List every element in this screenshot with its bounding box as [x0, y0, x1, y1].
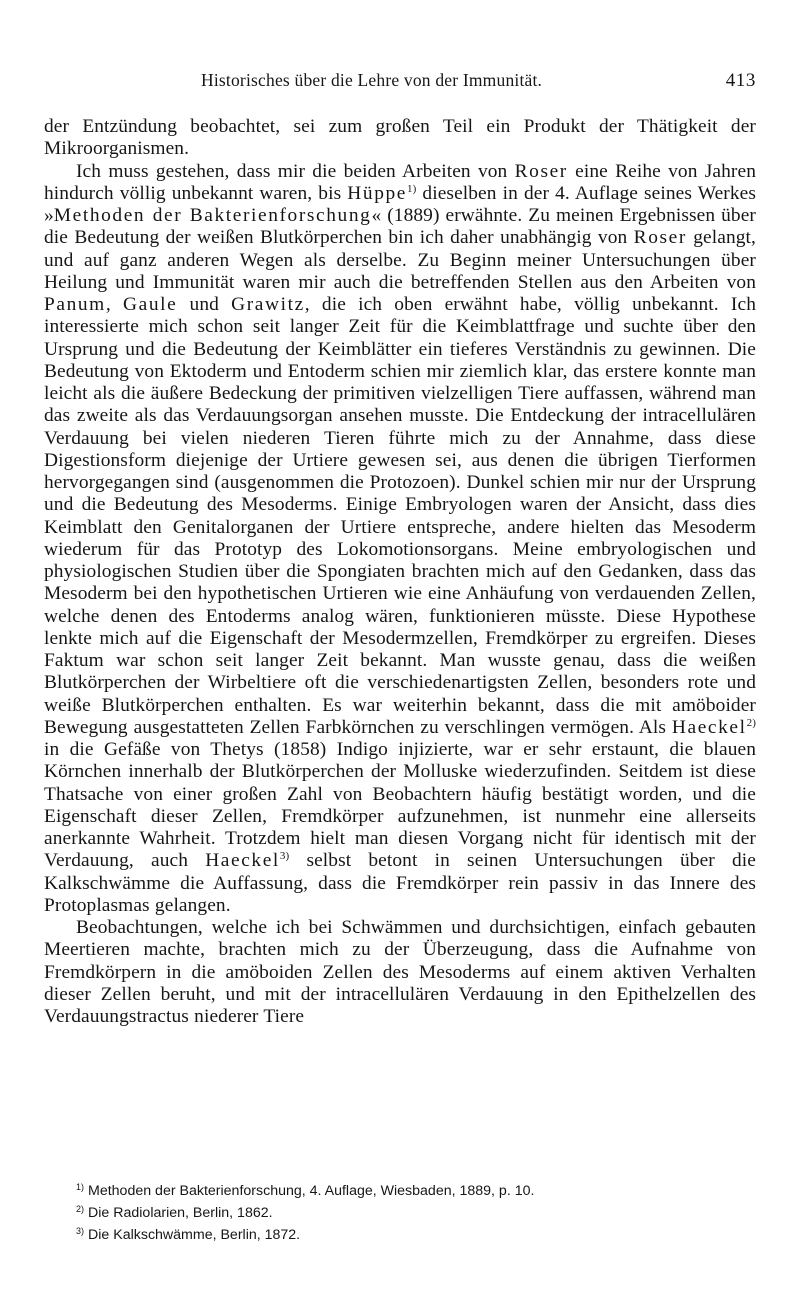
- text-run: Ich muss gestehen, dass mir die beiden Arbeiten von: [76, 160, 515, 182]
- footnote-text: Methoden der Bakterienforschung, 4. Auflage, Wiesbaden, 1889, p. 10.: [88, 1183, 535, 1199]
- author-name-roser: Roser: [514, 160, 568, 182]
- text-run: in die Gefäße von Thetys (1858) Indigo injizierte, war er sehr erstaunt, die blauen Körnchen innerhalb der Blutkörperchen der Molluske wiederzufinden. Seitdem ist diese Thatsache von einer großen Zahl von Beobachtern häufig bestätigt worden, und die Eigenschaft dieser Zellen, Fremdkörper aufzunehmen, ist nunmehr eine allerseits anerkannte Wahrheit. Trotzdem hielt man diesen Vorgang nicht für identisch mit der Verdauung, auch: [44, 739, 756, 872]
- author-name-haeckel: Haeckel: [671, 716, 747, 738]
- paragraph-3-text: Beobachtungen, welche ich bei Schwämmen und durchsichtigen, einfach gebauten Meertieren machte, brachten mich zu der Überzeugung, dass die Aufnahme von Fremdkörpern in die amöboiden Zellen des Mesoderms auf einem aktiven Verhalten dieser Zellen beruht, und mit der intracellulären Verdauung in den Epithelzellen des Verdauungstractus niederer Tiere: [44, 917, 756, 1027]
- footnote-ref-3: 3): [279, 850, 290, 863]
- footnote-2: [44, 1200, 756, 1222]
- paragraph-3: [44, 917, 756, 1028]
- text-run: « (1889) erwähnte. Zu meinen Ergebnissen über die Bedeutung der weißen Blutkörperchen bin ich daher unabhängig von: [44, 205, 756, 249]
- text-run: , die ich oben erwähnt habe, völlig unbekannt. Ich interessierte mich schon seit langer Zeit für die Keimblattfrage und suchte über den Ursprung und die Bedeutung der Keimblätter ein tieferes Verständnis zu gewinnen. Die Bedeutung von Ektoderm und Entoderm schien mir ziemlich klar, das erstere konnte man leicht als die äußere Bedeckung der primitiven vielzelligen Tiere auffassen, während man das zweite als das Verdauungsorgan ansehen musste. Die Entdeckung der intracellulären Verdauung bei vielen niederen Tieren führte mich zu der Annahme, dass diese Digestionsform diejenige der Urtiere gewesen sei, aus denen die übrigen Tierformen hervorgegangen sind (ausgenommen die Protozoen). Dunkel schien mir nur der Ursprung und die Bedeutung des Mesoderms. Einige Embryologen waren der Ansicht, dass dies Keimblatt den Genitalorganen der Urtiere entspreche, andere hielten das Mesoderm wiederum für das Prototyp des Lokomotionsorgans. Meine embryologischen und physiologischen Studien über die Spongiaten brachten mich auf den Gedanken, dass das Mesoderm bei den hypothetischen Urtieren wie eine Anhäufung von verdauenden Zellen, welche denen des Entoderms analog wären, funktionieren müsste. Diese Hypothese lenkte mich auf die Eigenschaft der Mesodermzellen, Fremdkörper zu ergreifen. Dieses Faktum war schon seit langer Zeit bekannt. Man wusste genau, dass die weißen Blutkörperchen der Wirbeltiere oft die verschiedenartigsten Zellen, besonders rote und weiße Blutkörperchen enthalten. Es war weiterhin bekannt, dass die mit amöboider Bewegung ausgestatteten Zellen Farbkörnchen zu verschlingen vermögen. Als: [44, 294, 756, 738]
- paragraph-2: [44, 161, 756, 918]
- author-name-roser: Roser: [633, 227, 687, 249]
- running-title: Historisches über die Lehre von der Immunität.: [201, 70, 543, 90]
- footnote-text: Die Radiolarien, Berlin, 1862.: [88, 1205, 273, 1222]
- author-name-hueppe: Hüppe: [347, 182, 407, 204]
- footnotes: [44, 1178, 756, 1245]
- page-header: [44, 70, 756, 96]
- footnote-mark: 1): [76, 1182, 85, 1192]
- author-name-panum: Panum: [44, 294, 106, 315]
- author-name-gaule: Gaule: [123, 294, 178, 315]
- body-text: [44, 116, 756, 1028]
- author-name-grawitz: Grawitz: [231, 294, 305, 315]
- text-run: dieselben in der 4. Auflage seines Werkes »: [44, 182, 756, 226]
- footnote-mark: 2): [76, 1204, 85, 1215]
- footnote-mark: 3): [76, 1226, 85, 1237]
- footnote-ref-1: 1): [407, 182, 417, 195]
- text-run: selbst betont in seinen Untersuchungen über die Kalkschwämme die Auffassung, dass die Fremdkörper rein passiv in das Innere des Protoplasmas gelangen.: [44, 850, 756, 916]
- text-run: gelangt, und auf ganz anderen Wegen als derselbe. Zu Beginn meiner Untersuchungen über Heilung und Immunität waren mir auch die betreffenden Stellen aus den Arbeiten von: [44, 227, 756, 293]
- paragraph-1: [44, 116, 756, 161]
- footnote-ref-2: 2): [746, 716, 756, 729]
- footnote-1: [44, 1178, 756, 1200]
- page-number: 413: [725, 70, 756, 91]
- text-run: eine Reihe von Jahren hindurch völlig unbekannt waren, bis: [44, 160, 756, 204]
- text-run: und: [177, 294, 232, 315]
- footnote-3: [44, 1222, 756, 1244]
- author-name-haeckel: Haeckel: [205, 850, 280, 872]
- text-run: ,: [105, 294, 124, 315]
- work-title: Methoden der Bakterienforschung: [53, 205, 372, 226]
- paragraph-1-text: der Entzündung beobachtet, sei zum großen Teil ein Produkt der Thätigkeit der Mikroorganismen.: [44, 116, 756, 160]
- footnote-text: Die Kalkschwämme, Berlin, 1872.: [88, 1227, 301, 1244]
